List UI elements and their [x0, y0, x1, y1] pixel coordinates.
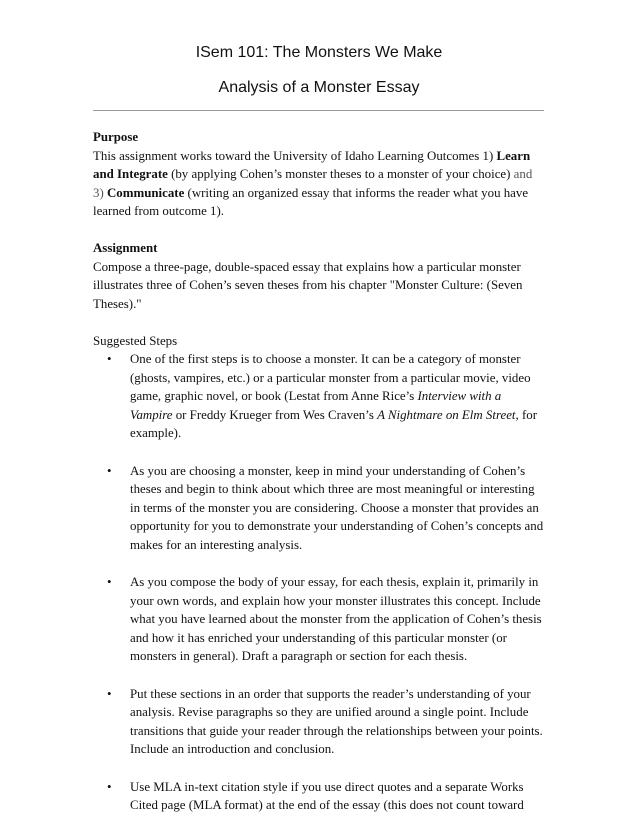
step-text: , for example). [130, 407, 537, 440]
document-title: ISem 101: The Monsters We Make [195, 44, 443, 61]
list-item [93, 462, 545, 555]
purpose-text: and 3) [93, 167, 533, 200]
document-body [93, 128, 545, 834]
bullet-icon: • [107, 463, 112, 478]
purpose-heading: Purpose [93, 130, 139, 144]
assignment-paragraph: Compose a three-page, double-spaced essay that explains how a particular monster illustrates three of Cohen’s seven theses from his chapter "Monster Culture: (Seven Theses)." [93, 259, 523, 311]
purpose-text: This assignment works toward the University of Idaho Learning Outcomes 1) [93, 148, 497, 163]
bullet-icon: • [107, 686, 112, 701]
document-subtitle: Analysis of a Monster Essay [218, 79, 420, 96]
suggested-steps-section [93, 332, 545, 815]
step-text: As you compose the body of your essay, for each thesis, explain it, primarily in your own words, and explain how your monster illustrates this concept. Include what you have learned about the monster from the application of Cohen’s thesis and how it has enriched your understanding of this particular monster (or monsters in general). Draft a paragraph or section for each thesis. [130, 575, 542, 663]
bullet-icon: • [107, 779, 112, 794]
step-text: As you are choosing a monster, keep in mind your understanding of Cohen’s theses and begin to think about which three are most meaningful or interesting in terms of the monster you are considering. Choose a monster that provides an opportunity for you to demonstrate your understanding of Cohen’s concepts and makes for an interesting analysis. [130, 463, 544, 552]
purpose-text: (by applying Cohen’s monster theses to a monster of your choice) [167, 167, 514, 181]
step-text: Put these sections in an order that supports the reader’s understanding of your analysis. Revise paragraphs so they are unified around a single point. Include transitions that guide your reader through the relationships between your points. Include an introduction and conclusion. [130, 686, 543, 756]
suggested-steps-heading: Suggested Steps [93, 333, 178, 348]
step-text: Use MLA in-text citation style if you use direct quotes and a separate Works Cited page (MLA format) at the end of the essay (this does not count toward [130, 779, 524, 812]
purpose-paragraph [93, 147, 545, 221]
assignment-heading: Assignment [93, 241, 158, 255]
step-text: or Freddy Krueger from Wes Craven’s [172, 407, 378, 422]
bullet-icon: • [107, 352, 112, 366]
list-item [93, 685, 545, 759]
step-text: One of the first steps is to choose a monster. It can be a category of monster (ghosts, vampires, etc.) or a particular monster from a particular movie, video game, graphic novel, or book (Lestat from Anne Rice’s [130, 352, 531, 403]
list-item [93, 778, 545, 815]
list-item [93, 350, 545, 443]
bullet-icon: • [107, 575, 112, 589]
title-divider [93, 110, 544, 111]
communicate-text: Communicate [106, 185, 185, 200]
purpose-text: (writing an organized essay that informs the reader what you have learned from outcome 1). [93, 185, 529, 218]
learn-integrate-text: Learn and Integrate [93, 148, 531, 181]
purpose-section [93, 128, 545, 221]
film-title: A Nightmare on Elm Street [377, 407, 516, 422]
book-title: Interview with a Vampire [130, 389, 502, 422]
list-item [93, 573, 545, 666]
steps-list [93, 350, 545, 815]
assignment-section [93, 239, 545, 313]
